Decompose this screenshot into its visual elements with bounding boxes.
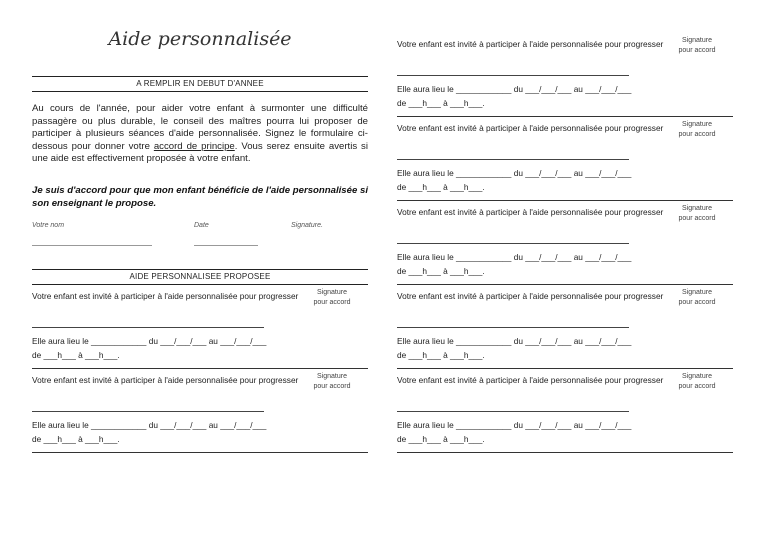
signature-box[interactable] <box>667 372 727 392</box>
signature-caption: Signature <box>682 289 712 296</box>
signature-caption: Signature <box>317 289 347 296</box>
intro-text-end: . Vous serez ensuite avertis si une aide est effectivement proposée à votre enfant. <box>32 140 368 165</box>
invite-text: Votre enfant est invité à participer à l'aide personnalisée pour progresser <box>397 291 664 301</box>
intro-paragraph <box>32 103 368 166</box>
signature-caption: Signature <box>682 373 712 380</box>
aid-block <box>397 290 733 374</box>
schedule-dates: Elle aura lieu le ____________ du ___/___/___ au ___/___/___ <box>397 168 632 178</box>
aid-block <box>32 290 368 374</box>
aid-block <box>397 122 733 206</box>
signature-box[interactable] <box>667 120 727 140</box>
signature-caption-sub: pour accord <box>678 383 716 390</box>
schedule-dates: Elle aura lieu le ____________ du ___/___/___ au ___/___/___ <box>397 420 632 430</box>
goal-field-line[interactable] <box>32 327 264 328</box>
signature-box[interactable] <box>302 288 362 308</box>
agreement-statement: Je suis d'accord pour que mon enfant bénéficie de l'aide personnalisée si son enseignant le propose. <box>32 185 368 209</box>
date-field-line[interactable] <box>194 245 258 246</box>
signature-caption: Signature <box>317 373 347 380</box>
divider <box>32 284 368 285</box>
aid-block <box>397 206 733 290</box>
schedule-dates: Elle aura lieu le ____________ du ___/___/___ au ___/___/___ <box>397 336 632 346</box>
aid-block <box>397 38 733 122</box>
schedule-dates: Elle aura lieu le ____________ du ___/___/___ au ___/___/___ <box>397 84 632 94</box>
schedule-hours: de ___h___ à ___h___. <box>397 266 485 276</box>
divider <box>32 452 368 453</box>
schedule-dates: Elle aura lieu le ____________ du ___/___/___ au ___/___/___ <box>32 336 267 346</box>
signature-label: Signature. <box>291 222 323 229</box>
signature-box[interactable] <box>667 36 727 56</box>
signature-box[interactable] <box>667 288 727 308</box>
signature-caption: Signature <box>682 37 712 44</box>
divider <box>32 91 368 92</box>
schedule-hours: de ___h___ à ___h___. <box>32 350 120 360</box>
goal-field-line[interactable] <box>397 75 629 76</box>
divider <box>397 200 733 201</box>
fill-section-heading: A REMPLIR EN DEBUT D'ANNEE <box>136 79 264 88</box>
goal-field-line[interactable] <box>397 159 629 160</box>
schedule-hours: de ___h___ à ___h___. <box>397 182 485 192</box>
signature-caption-sub: pour accord <box>678 299 716 306</box>
schedule-hours: de ___h___ à ___h___. <box>32 434 120 444</box>
schedule-hours: de ___h___ à ___h___. <box>397 434 485 444</box>
signature-box[interactable] <box>302 372 362 392</box>
goal-field-line[interactable] <box>397 327 629 328</box>
agreement-link-text: accord de principe <box>153 140 235 152</box>
signature-box[interactable] <box>667 204 727 224</box>
signature-caption-sub: pour accord <box>313 299 351 306</box>
divider <box>397 452 733 453</box>
goal-field-line[interactable] <box>397 243 629 244</box>
divider <box>397 368 733 369</box>
aid-block <box>397 374 733 458</box>
page-title: Aide personnalisée <box>108 28 292 50</box>
invite-text: Votre enfant est invité à participer à l'aide personnalisée pour progresser <box>32 291 299 301</box>
schedule-dates: Elle aura lieu le ____________ du ___/___/___ au ___/___/___ <box>397 252 632 262</box>
signature-caption: Signature <box>682 205 712 212</box>
divider <box>397 116 733 117</box>
invite-text: Votre enfant est invité à participer à l'aide personnalisée pour progresser <box>397 207 664 217</box>
aid-block <box>32 374 368 458</box>
invite-text: Votre enfant est invité à participer à l'aide personnalisée pour progresser <box>397 123 664 133</box>
proposal-section-heading: AIDE PERSONNALISEE PROPOSEE <box>129 272 271 281</box>
schedule-dates: Elle aura lieu le ____________ du ___/___/___ au ___/___/___ <box>32 420 267 430</box>
goal-field-line[interactable] <box>32 411 264 412</box>
invite-text: Votre enfant est invité à participer à l'aide personnalisée pour progresser <box>397 375 664 385</box>
invite-text: Votre enfant est invité à participer à l'aide personnalisée pour progresser <box>32 375 299 385</box>
divider <box>32 368 368 369</box>
name-label: Votre nom <box>32 222 65 229</box>
divider <box>32 76 368 77</box>
goal-field-line[interactable] <box>397 411 629 412</box>
signature-caption-sub: pour accord <box>678 47 716 54</box>
signature-caption-sub: pour accord <box>678 131 716 138</box>
schedule-hours: de ___h___ à ___h___. <box>397 350 485 360</box>
schedule-hours: de ___h___ à ___h___. <box>397 98 485 108</box>
date-label: Date <box>194 222 209 229</box>
signature-caption-sub: pour accord <box>313 383 351 390</box>
intro-text: Au cours de l'année, pour aider votre enfant à surmonter une difficulté passagère ou plus durable, le conseil des maîtres pourra lui proposer de participer à plusieurs séances d'aide personnalisée. Signez le formulaire ci-dessous pour donner votre <box>32 103 368 152</box>
name-field-line[interactable] <box>32 245 152 246</box>
divider <box>397 284 733 285</box>
invite-text: Votre enfant est invité à participer à l'aide personnalisée pour progresser <box>397 39 664 49</box>
signature-caption: Signature <box>682 121 712 128</box>
signature-caption-sub: pour accord <box>678 215 716 222</box>
divider <box>32 269 368 270</box>
